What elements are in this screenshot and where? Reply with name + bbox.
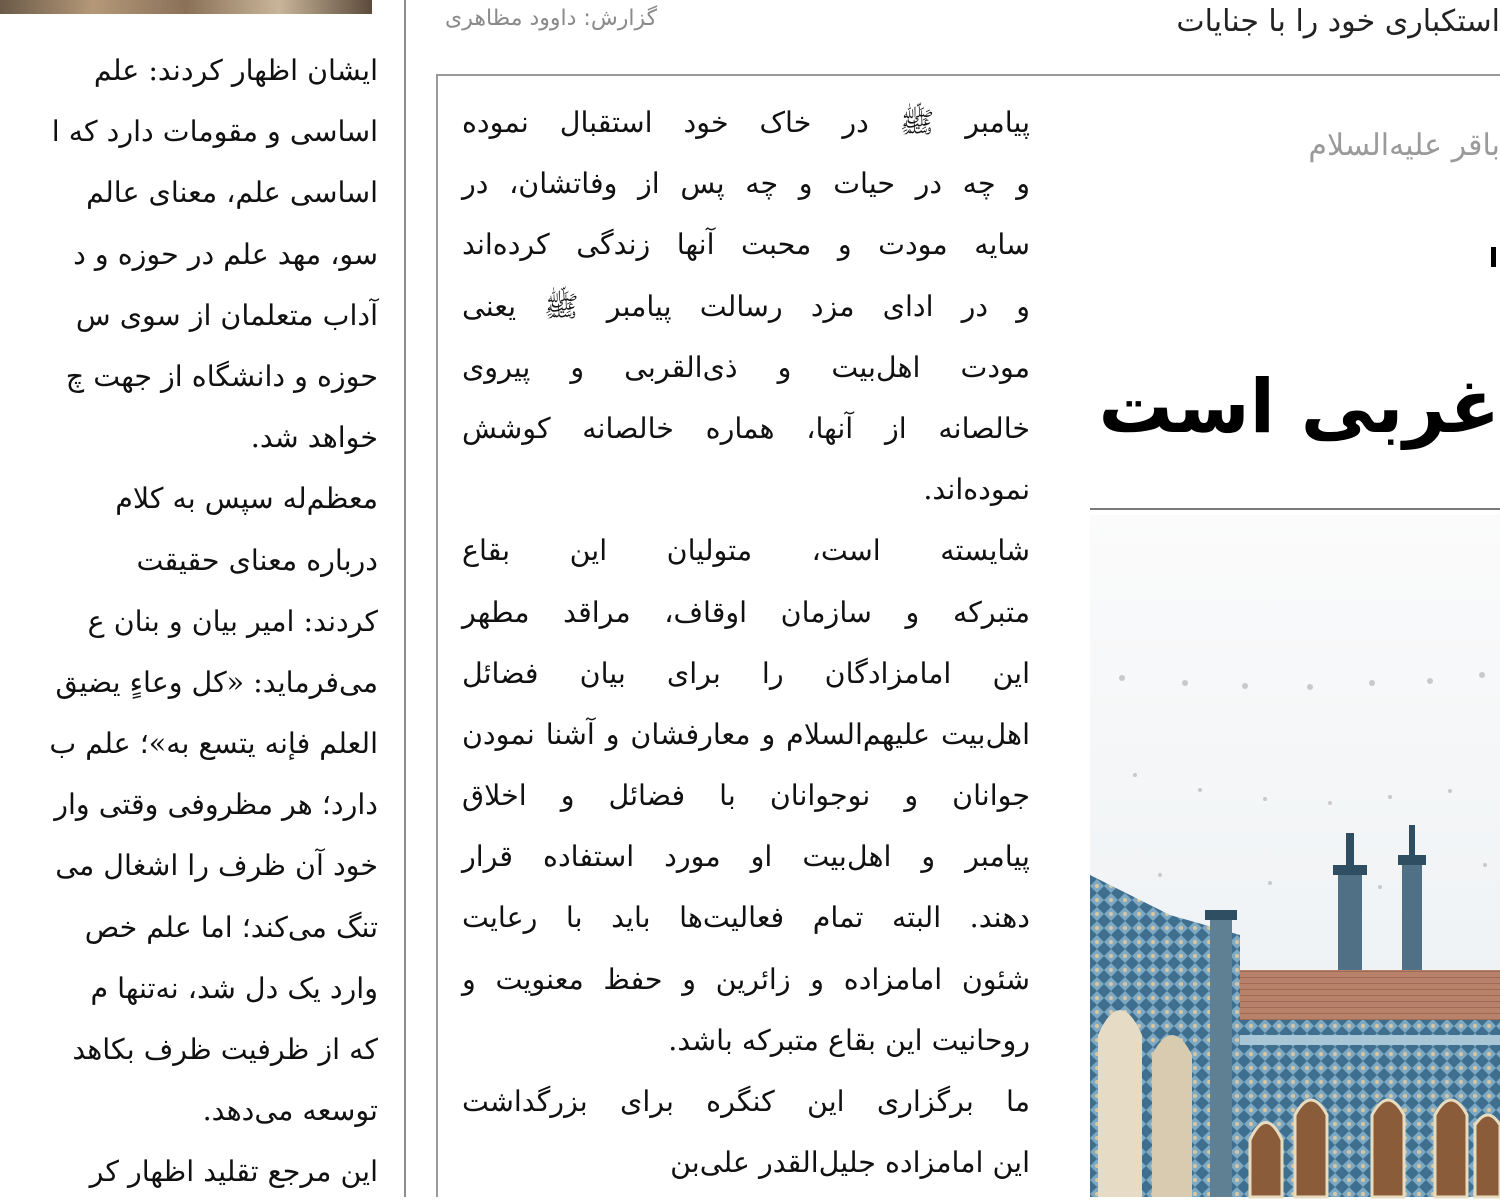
text-line: این امامزادگان را برای بیان فضائل — [462, 656, 1030, 690]
text-line: ایشان اظهار کردند: علم — [93, 54, 378, 87]
text-line: متبرکه و سازمان اوقاف، مراقد مطهر — [462, 595, 1030, 629]
headline-fragment-mark — [1488, 245, 1498, 269]
article-paragraph — [462, 520, 1030, 1071]
text-line: نموده‌اند. — [923, 473, 1030, 507]
text-line: حوزه و دانشگاه از جهت چ — [65, 359, 378, 393]
text-line: و در ادای مزد رسالت پیامبر ﷺ یعنی — [462, 289, 1030, 323]
text-line: سو، مهد علم در حوزه و د — [73, 237, 378, 271]
text-line: معظم‌له سپس به کلام — [115, 482, 378, 516]
text-line: کردند: امیر بیان و بنان ع — [87, 604, 378, 638]
text-line: درباره معنای حقیقت — [136, 543, 378, 577]
mosque-photo — [1090, 515, 1500, 1197]
text-line: و چه در حیات و چه پس از وفاتشان، در — [462, 167, 1030, 201]
text-line: وارد یک دل شد، نه‌تنها م — [90, 971, 378, 1005]
article-paragraph — [462, 92, 1030, 520]
text-line: شایسته است، متولیان این بقاع — [462, 534, 1030, 568]
text-line: آداب متعلمان از سوی س — [75, 298, 378, 332]
text-line: خواهد شد. — [250, 421, 378, 455]
section-label: باقر علیه‌السلام — [1308, 128, 1500, 163]
text-line: خود آن ظرف را اشغال می — [55, 849, 378, 883]
middle-article-column — [462, 92, 1030, 1193]
text-line: العلم فإنه یتسع به»؛ علم ب — [49, 727, 378, 761]
top-photo-strip — [0, 0, 372, 14]
text-line: خالصانه از آنها، هماره خالصانه کوشش — [462, 411, 1030, 445]
text-line: پیامبر ﷺ در خاک خود استقبال نموده — [462, 106, 1030, 139]
text-line: تنگ می‌کند؛ اما علم خص — [84, 910, 378, 944]
text-line: دارد؛ هر مظروفی وقتی وار — [54, 788, 378, 822]
text-line: سایه مودت و محبت آنها زندگی کرده‌اند — [462, 228, 1030, 262]
text-line: می‌فرماید: «کل وعاءٍ یضیق — [55, 665, 378, 699]
big-headline: غربی است — [1098, 364, 1500, 450]
headline-fragment: استکباری خود را با جنایات — [1176, 4, 1500, 39]
text-line: ما برگزاری این کنگره برای بزرگداشت — [462, 1085, 1030, 1118]
text-line: روحانیت این بقاع متبرکه باشد. — [668, 1023, 1030, 1057]
article-paragraph — [462, 1071, 1030, 1193]
text-line: پیامبر و اهل‌بیت او مورد استفاده قرار — [462, 840, 1030, 874]
text-line: توسعه می‌دهد. — [202, 1094, 378, 1128]
byline: گزارش: داوود مظاهری — [445, 6, 658, 31]
text-line: جوانان و نوجوانان با فضائل و اخلاق — [462, 779, 1030, 813]
text-line: اساسی علم، معنای عالم — [86, 176, 378, 210]
text-line: اساسی و مقومات دارد که ا — [51, 115, 378, 149]
text-line: شئون امامزاده و زائرین و حفظ معنویت و — [462, 962, 1030, 996]
text-line: اهل‌بیت علیهم‌السلام و معارفشان و آشنا نمودن — [462, 717, 1030, 751]
text-line: مودت اهل‌بیت و ذی‌القربی و پیروی — [462, 350, 1030, 384]
left-article-column — [0, 40, 378, 1203]
column-divider-left — [404, 0, 406, 1197]
text-line: این امامزاده جلیل‌القدر علی‌بن — [670, 1146, 1030, 1180]
text-line: دهند. البته تمام فعالیت‌ها باید با رعایت — [462, 901, 1030, 935]
text-line: که از ظرفیت ظرف بکاهد — [72, 1033, 378, 1066]
text-line: این مرجع تقلید اظهار کر — [89, 1155, 378, 1189]
headline-rule — [1090, 508, 1500, 510]
